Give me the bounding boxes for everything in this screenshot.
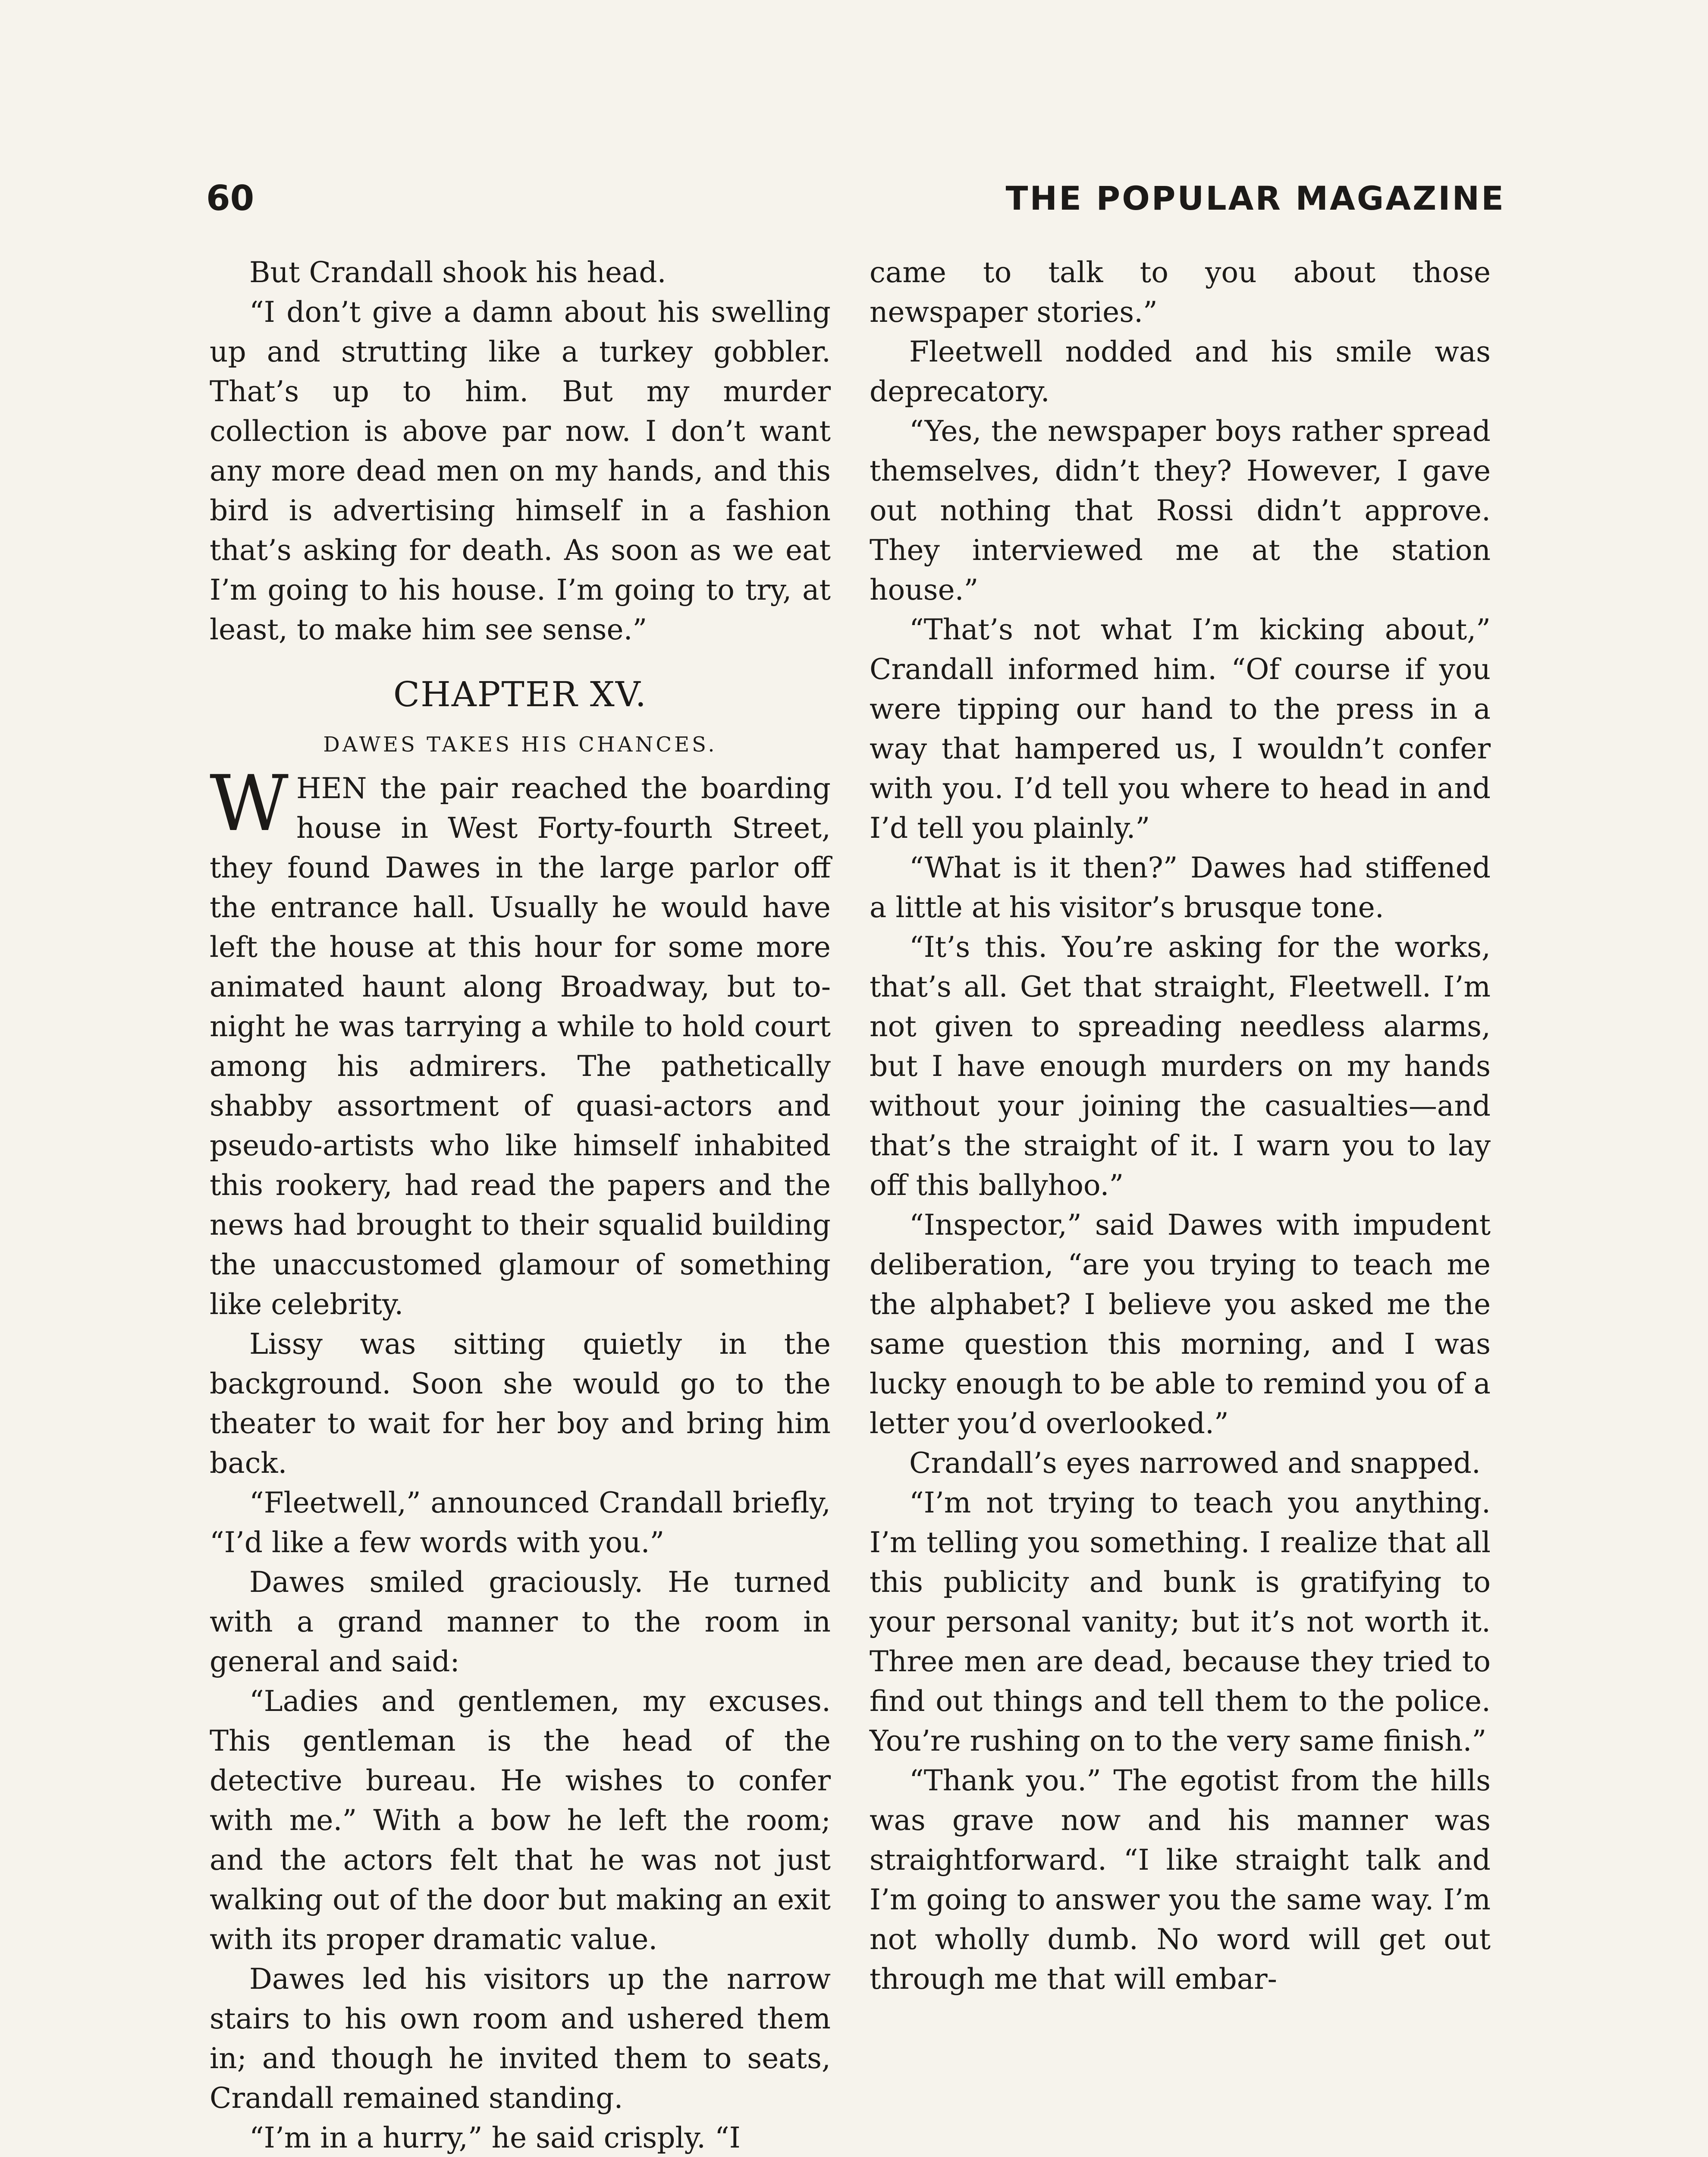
paragraph: “Inspector,” said Dawes with impudent deliberation, “are you trying to teach me the alphabet? I believe you asked me the same question this morning, and I was lucky enough to be able to remind you of a letter you’d overlooked.” xyxy=(870,1208,1491,1440)
right-column xyxy=(870,253,1491,1999)
paragraph: “I’m not trying to teach you anything. I’m telling you something. I realize that all this publicity and bunk is gratifying to your personal vanity; but it’s not worth it. Three men are dead, because they tried to find out things and tell them to the police. You’re rushing on to the very same finish.” xyxy=(870,1486,1491,1758)
chapter-opening-paragraph xyxy=(210,759,831,1324)
paragraph: But Crandall shook his head. xyxy=(249,256,666,289)
paragraph: Dawes led his visitors up the narrow stairs to his own room and ushered them in; and though he invited them to seats, Crandall remained standing. xyxy=(210,1962,831,2115)
chapter-subtitle: DAWES TAKES HIS CHANCES. xyxy=(323,733,717,757)
page-number: 60 xyxy=(206,178,254,218)
paragraph: “What is it then?” Dawes had stiffened a little at his visitor’s brusque tone. xyxy=(870,851,1491,924)
chapter-title: CHAPTER XV. xyxy=(393,674,647,714)
running-head: THE POPULAR MAGAZINE xyxy=(1005,179,1505,217)
paragraph: “I’m in a hurry,” he said crisply. “I xyxy=(249,2121,741,2154)
paragraph: Fleetwell nodded and his smile was deprecatory. xyxy=(870,335,1491,408)
chapter-opening-text: HEN the pair reached the boarding house in West Forty-fourth Street, they found Dawes in the large parlor off the entrance hall. Usually he would have left the house at this hour for some more animated haunt along Broadway, but to-night he was tarrying a while to hold court among his admirers. The pathetically shabby assortment of quasi-actors and pseudo-artists who like himself inhabited this rookery, had read the papers and the news had brought to their squalid building the unaccustomed glamour of something like celebrity. xyxy=(210,772,831,1321)
left-column xyxy=(210,253,831,2157)
paragraph: “Ladies and gentlemen, my excuses. This gentleman is the head of the detective bureau. He wishes to confer with me.” With a bow he left the room; and the actors felt that he was not just walking out of the door but making an exit with its proper dramatic value. xyxy=(210,1685,831,1956)
paragraph: Dawes smiled graciously. He turned with a grand manner to the room in general and said: xyxy=(210,1566,831,1678)
paragraph: “Thank you.” The egotist from the hills was grave now and his manner was straightforward. “I like straight talk and I’m going to answer you the same way. I’m not wholly dumb. No word will get out through me that will embar- xyxy=(870,1764,1491,1996)
paragraph: Crandall’s eyes narrowed and snapped. xyxy=(909,1446,1481,1480)
paragraph: “It’s this. You’re asking for the works, that’s all. Get that straight, Fleetwell. I’m not given to spreading needless alarms, but I have enough murders on my hands without your joining the casualties—and that’s the straight of it. I warn you to lay off this ballyhoo.” xyxy=(870,931,1491,1202)
paragraph: “That’s not what I’m kicking about,” Crandall informed him. “Of course if you were tipping our hand to the press in a way that hampered us, I wouldn’t confer with you. I’d tell you where to head in and I’d tell you plainly.” xyxy=(870,613,1491,845)
paragraph: “I don’t give a damn about his swelling up and strutting like a turkey gobbler. That’s up to him. But my murder collection is above par now. I don’t want any more dead men on my hands, and this bird is advertising himself in a fashion that’s asking for death. As soon as we eat I’m going to his house. I’m going to try, at least, to make him see sense.” xyxy=(210,296,831,646)
paragraph: Lissy was sitting quietly in the background. Soon she would go to the theater to wait for her boy and bring him back. xyxy=(210,1327,831,1480)
paragraph: “Yes, the newspaper boys rather spread themselves, didn’t they? However, I gave out nothing that Rossi didn’t approve. They interviewed me at the station house.” xyxy=(870,415,1491,607)
drop-cap: W xyxy=(210,759,289,848)
paragraph: “Fleetwell,” announced Crandall briefly, “I’d like a few words with you.” xyxy=(210,1486,831,1559)
paragraph-continuation: came to talk to you about those newspaper stories.” xyxy=(870,256,1491,329)
